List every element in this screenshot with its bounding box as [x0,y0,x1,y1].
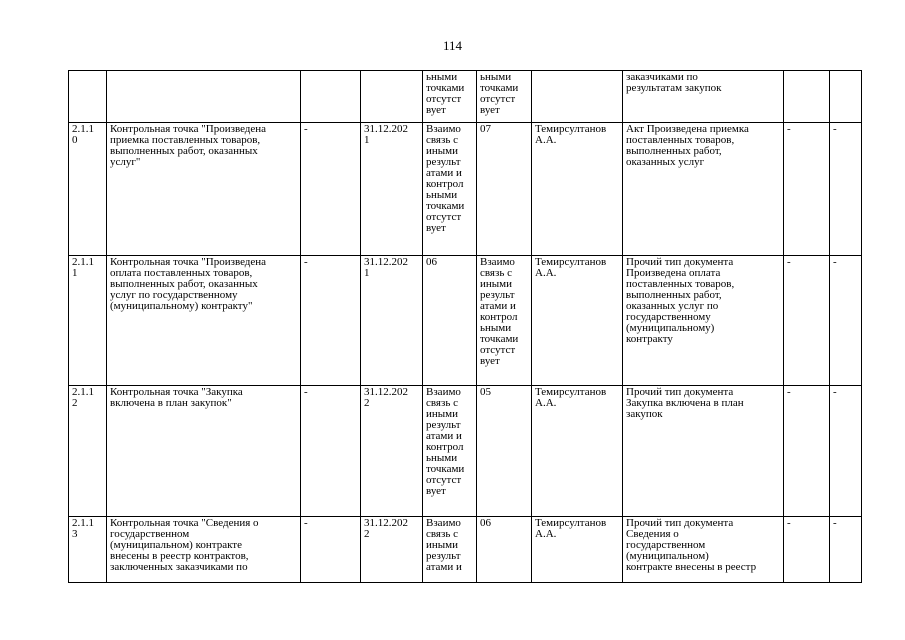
cell-col10: - [830,517,862,583]
cell-responsible [532,71,623,123]
cell-col5: Взаимо связь с иными результ атами и контрол ьными точками отсутст вует [423,386,477,517]
cell-name [107,71,301,123]
cell-col10: - [830,386,862,517]
cell-name: Контрольная точка "Произведена приемка поставленных товаров, выполненных работ, оказанных услуг" [107,123,301,256]
cell-col10: - [830,256,862,386]
cell-col9 [784,71,830,123]
cell-date: 31.12.202 2 [361,517,423,583]
table-row [69,517,862,583]
cell-col10: - [830,123,862,256]
cell-col3: - [301,517,361,583]
table-row [69,71,862,123]
cell-responsible: Темирсултанов А.А. [532,123,623,256]
cell-col9: - [784,123,830,256]
cell-responsible: Темирсултанов А.А. [532,256,623,386]
cell-responsible: Темирсултанов А.А. [532,386,623,517]
cell-document: Прочий тип документа Закупка включена в план закупок [623,386,784,517]
cell-col6: Взаимо связь с иными результ атами и контрол ьными точками отсутст вует [477,256,532,386]
cell-number: 2.1.1 3 [69,517,107,583]
cell-col6: 05 [477,386,532,517]
page-number: 114 [442,38,463,53]
cell-name: Контрольная точка "Сведения о государственном (муниципальном) контракте внесены в реестр контрактов, заключенных заказчиками по [107,517,301,583]
table-row [69,123,862,256]
cell-date [361,71,423,123]
cell-col5: Взаимо связь с иными результ атами и контрол ьными точками отсутст вует [423,123,477,256]
cell-col5: ьными точками отсутст вует [423,71,477,123]
cell-number: 2.1.1 0 [69,123,107,256]
cell-document: Прочий тип документа Произведена оплата поставленных товаров, выполненных работ, оказанных услуг по государственному (муниципальному) контракту [623,256,784,386]
cell-col6: ьными точками отсутст вует [477,71,532,123]
cell-col9: - [784,517,830,583]
cell-col9: - [784,386,830,517]
cell-col3: - [301,256,361,386]
control-points-table [68,70,862,583]
cell-number: 2.1.1 1 [69,256,107,386]
cell-date: 31.12.202 2 [361,386,423,517]
cell-document: заказчиками по результатам закупок [623,71,784,123]
cell-date: 31.12.202 1 [361,256,423,386]
cell-responsible: Темирсултанов А.А. [532,517,623,583]
cell-col9: - [784,256,830,386]
cell-col3: - [301,386,361,517]
cell-col6: 07 [477,123,532,256]
cell-document: Прочий тип документа Сведения о государственном (муниципальном) контракте внесены в реестр [623,517,784,583]
cell-document: Акт Произведена приемка поставленных товаров, выполненных работ, оказанных услуг [623,123,784,256]
cell-number [69,71,107,123]
cell-date: 31.12.202 1 [361,123,423,256]
cell-col6: 06 [477,517,532,583]
cell-col10 [830,71,862,123]
table-row [69,386,862,517]
cell-col3: - [301,123,361,256]
cell-name: Контрольная точка "Закупка включена в план закупок" [107,386,301,517]
cell-name: Контрольная точка "Произведена оплата поставленных товаров, выполненных работ, оказанных услуг по государственному (муниципальному) контракту" [107,256,301,386]
cell-col5: Взаимо связь с иными результ атами и [423,517,477,583]
cell-col5: 06 [423,256,477,386]
cell-col3 [301,71,361,123]
table-row [69,256,862,386]
cell-number: 2.1.1 2 [69,386,107,517]
